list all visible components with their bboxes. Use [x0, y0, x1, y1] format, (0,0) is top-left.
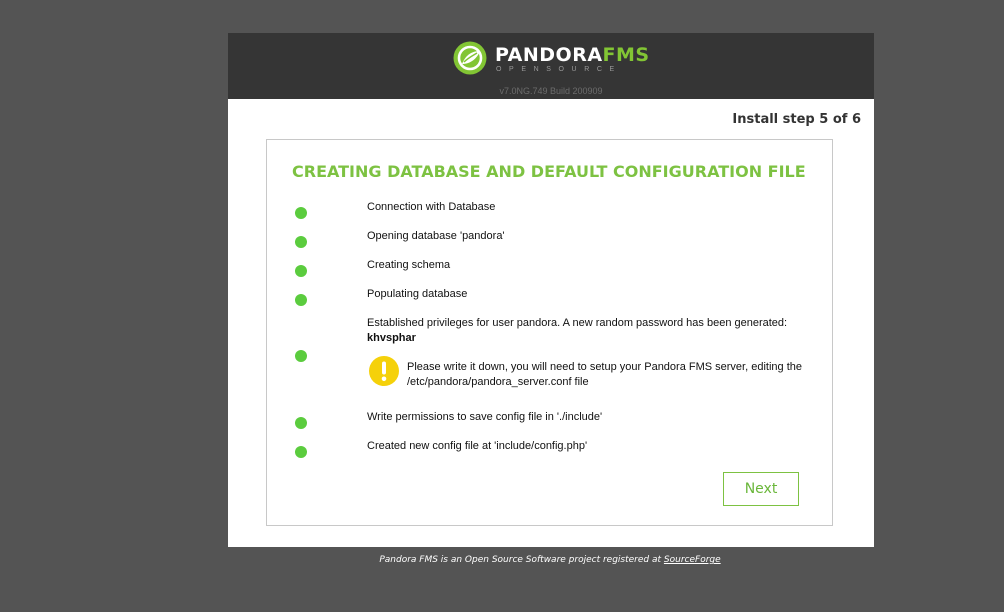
- footer-text: Pandora FMS is an Open Source Software project registered at: [379, 555, 662, 565]
- install-panel: [266, 139, 833, 526]
- status-ok-dot-icon: [295, 236, 307, 248]
- step-text: Populating database: [367, 288, 468, 300]
- panel-title: CREATING DATABASE AND DEFAULT CONFIGURATION FILE: [292, 162, 806, 181]
- status-ok-dot-icon: [295, 446, 307, 458]
- status-ok-dot-icon: [295, 350, 307, 362]
- logo-word-fms: FMS: [602, 44, 650, 66]
- logo-word-pandora: PANDORA: [495, 44, 603, 66]
- installer-header: [228, 33, 874, 99]
- step-text: Write permissions to save config file in './include': [367, 411, 603, 423]
- status-ok-dot-icon: [295, 207, 307, 219]
- password-warning-text: Please write it down, you will need to setup your Pandora FMS server, editing the /etc/pandora/pandora_server.conf file: [407, 361, 802, 388]
- installer-window: [228, 33, 874, 547]
- footer: [0, 554, 1004, 566]
- warning-exclamation-icon: [369, 356, 399, 386]
- pandora-logo-icon: [453, 41, 487, 75]
- step-text: Connection with Database: [367, 201, 496, 213]
- pandora-logo: [453, 41, 653, 77]
- status-ok-dot-icon: [295, 294, 307, 306]
- version-label: v7.0NG.749 Build 200909: [499, 86, 603, 96]
- status-ok-dot-icon: [295, 417, 307, 429]
- step-text: Opening database 'pandora': [367, 230, 505, 242]
- generated-password: [367, 331, 416, 346]
- logo-subtitle: OPENSOURCE: [496, 66, 622, 73]
- install-step-indicator: Install step 5 of 6: [732, 112, 861, 127]
- logo-wordmark: [495, 44, 650, 66]
- step-text: Created new config file at 'include/config.php': [367, 440, 588, 452]
- sourceforge-link[interactable]: SourceForge: [663, 555, 721, 565]
- step-text: Established privileges for user pandora. A new random password has been generated:: [367, 317, 788, 329]
- status-ok-dot-icon: [295, 265, 307, 277]
- step-text: Creating schema: [367, 259, 451, 271]
- password-value: khvsphar: [367, 332, 416, 344]
- next-button[interactable]: Next: [723, 472, 799, 506]
